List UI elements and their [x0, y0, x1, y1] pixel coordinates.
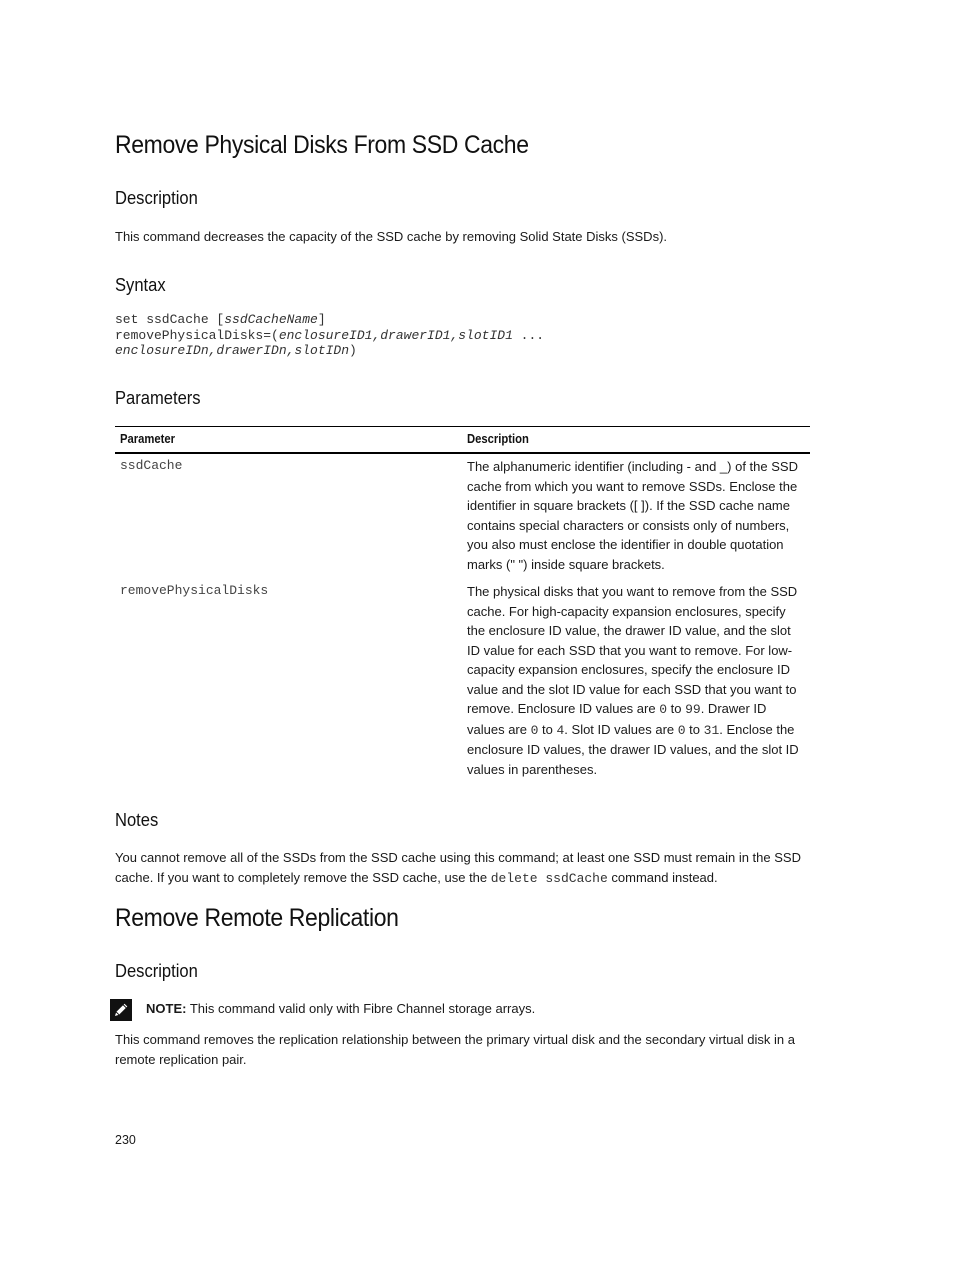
- code-value: 0: [677, 722, 686, 738]
- syntax-text: removePhysicalDisks=(: [115, 327, 279, 343]
- syntax-variable: enclosureIDn,drawerIDn,slotIDn: [115, 343, 350, 358]
- note-callout: [146, 999, 535, 1019]
- table-top-rule: [115, 426, 810, 427]
- table-header-rule: [115, 452, 810, 454]
- description-heading-2: Description: [115, 961, 198, 981]
- notes-text: [115, 848, 805, 888]
- desc-text: to: [685, 721, 704, 737]
- table-row-param-removephysicaldisks: removePhysicalDisks: [120, 583, 269, 598]
- code-value: 0: [530, 722, 539, 738]
- syntax-text: ]: [317, 312, 326, 327]
- desc-text: The physical disks that you want to remove from the SSD cache. For high-capacity expansion enclosures, specify the enclosure ID value, the drawer ID value, and the slot ID value for each SSD that you want to remove. For low-capacity expansion enclosures, specify the enclosure ID value and the slot ID value for each SSD that you want to remove. Enclosure ID values are: [467, 584, 798, 716]
- desc-text: . Drawer ID values are: [467, 701, 767, 737]
- syntax-variable: enclosureID1,drawerID1,slotID1: [278, 327, 513, 343]
- table-row-desc-removephysicaldisks: [467, 582, 803, 779]
- section-title-remove-physical-disks: Remove Physical Disks From SSD Cache: [115, 131, 529, 159]
- description-text-2: This command removes the replication relationship between the primary virtual disk and the secondary virtual disk in a remote replication pair.: [115, 1032, 795, 1067]
- syntax-text: ...: [512, 327, 545, 343]
- syntax-text: set ssdCache [: [115, 312, 225, 327]
- syntax-variable: ssdCacheName: [224, 312, 318, 327]
- code-value: 4: [556, 722, 565, 738]
- syntax-code-block: [115, 312, 544, 359]
- desc-text: . Slot ID values are: [564, 721, 678, 737]
- desc-text: . Enclose the enclosure ID values, the drawer ID values, and the slot ID values in parentheses.: [467, 721, 799, 777]
- description-text: This command decreases the capacity of the SSD cache by removing Solid State Disks (SSDs).: [115, 229, 668, 244]
- table-header-description: Description: [467, 432, 529, 446]
- syntax-text: ): [349, 343, 357, 358]
- notes-text-part: command instead.: [607, 869, 718, 885]
- description-heading: Description: [115, 188, 198, 208]
- table-row-param-ssdcache: ssdCache: [120, 458, 183, 473]
- note-label: NOTE:: [146, 1001, 187, 1016]
- desc-text: to: [667, 701, 686, 716]
- section-title-remove-remote-replication: Remove Remote Replication: [115, 904, 399, 932]
- code-value: 99: [685, 702, 701, 717]
- table-row-desc-ssdcache: The alphanumeric identifier (including - and _) of the SSD cache from which you want to remove SSDs. Enclose the identifier in square brackets ([ ]). If the SSD cache name contains special characters or consists only of numbers, you also must enclose the identifier in double quotation marks (" ") inside square brackets.: [467, 459, 798, 572]
- notes-code: delete ssdCache: [490, 870, 608, 886]
- notes-text-part: You cannot remove all of the SSDs from the SSD cache using this command; at least one SSD must remain in the SSD cache. If you want to completely remove the SSD cache, use the: [115, 850, 801, 885]
- page-number: 230: [115, 1133, 136, 1147]
- note-text: This command valid only with Fibre Channel storage arrays.: [186, 1001, 536, 1016]
- note-pencil-icon: [110, 999, 132, 1021]
- notes-heading: Notes: [115, 810, 159, 830]
- table-header-parameter: Parameter: [120, 432, 176, 446]
- desc-text: to: [538, 721, 557, 737]
- code-value: 31: [703, 722, 720, 738]
- code-value: 0: [659, 702, 668, 717]
- syntax-heading: Syntax: [115, 275, 166, 295]
- parameters-heading: Parameters: [115, 388, 201, 408]
